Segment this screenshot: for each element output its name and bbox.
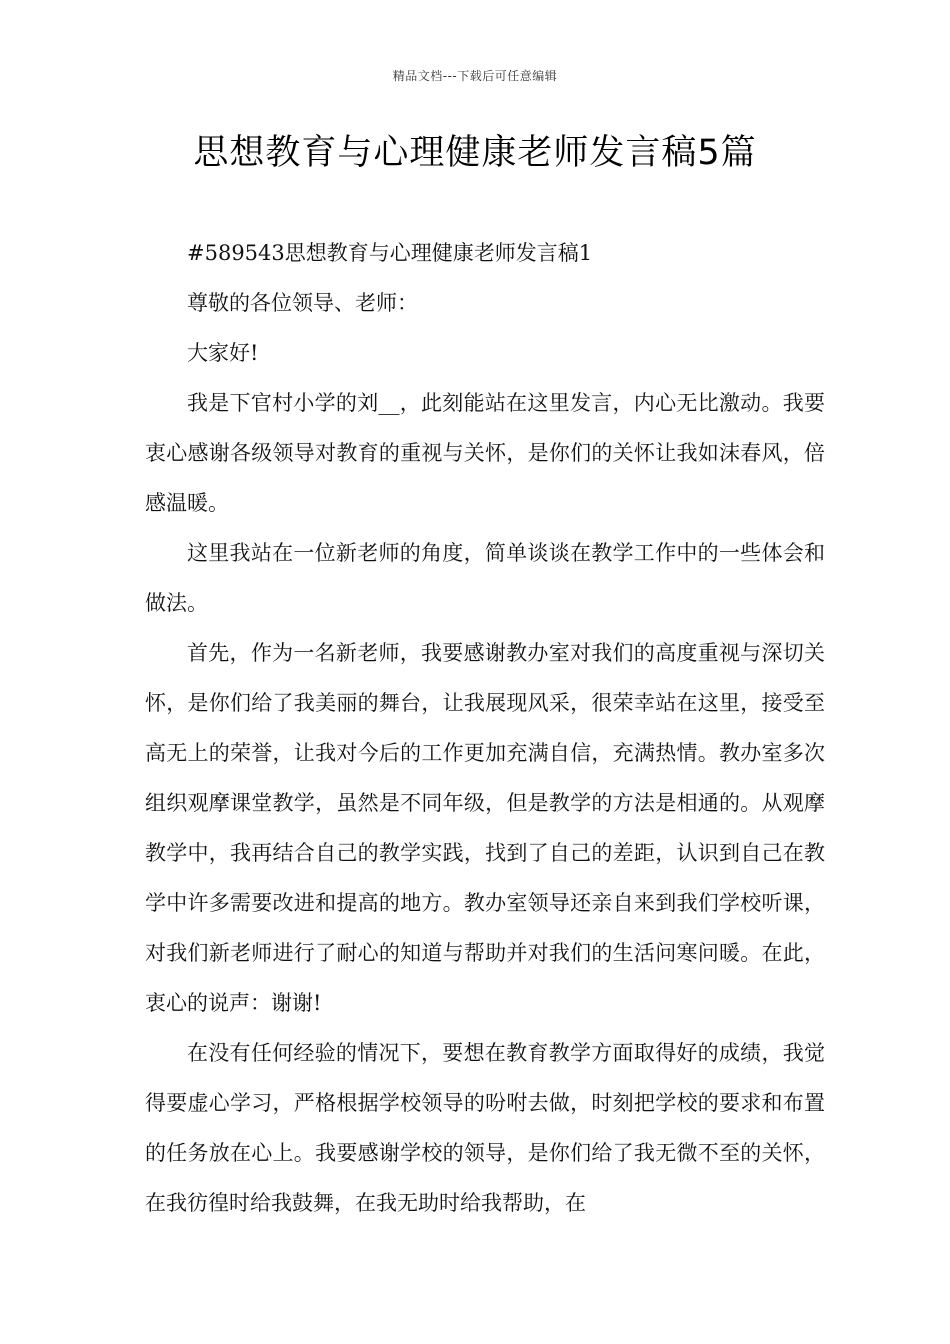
paragraph: 首先，作为一名新老师，我要感谢教办室对我们的高度重视与深切关怀，是你们给了我美丽的舞台，让我展现风采，很荣幸站在这里，接受至高无上的荣誉，让我对今后的工作更加充满自信，充满热情。教办室多次组织观摩课堂教学，虽然是不同年级，但是教学的方法是相通的。从观摩教学中，我再结合自己的教学实践，找到了自己的差距，认识到自己在教学中许多需要改进和提高的地方。教办室领导还亲自来到我们学校听课，对我们新老师进行了耐心的知道与帮助并对我们的生活问寒问暖。在此，衷心的说声：谢谢! [145, 641, 825, 1015]
document-title: 思想教育与心理健康老师发言稿5篇 [193, 133, 757, 173]
paragraph: 在没有任何经验的情况下，要想在教育教学方面取得好的成绩，我觉得要虚心学习，严格根据学校领导的吩咐去做，时刻把学校的要求和布置的任务放在心上。我要感谢学校的领导，是你们给了我无微不至的关怀，在我彷徨时给我鼓舞，在我无助时给我帮助，在 [145, 1041, 825, 1215]
paragraph-heading: #589543思想教育与心理健康老师发言稿1 [187, 241, 593, 265]
paragraph: 我是下官村小学的刘__，此刻能站在这里发言，内心无比激动。我要衷心感谢各级领导对教育的重视与关怀，是你们的关怀让我如沫春风，倍感温暖。 [145, 391, 825, 515]
paragraph-greeting: 大家好! [187, 341, 259, 365]
paragraph-salutation: 尊敬的各位领导、老师： [187, 291, 418, 315]
paragraph: 这里我站在一位新老师的角度，简单谈谈在教学工作中的一些体会和做法。 [145, 541, 825, 615]
document-body [145, 228, 825, 1228]
header-note: 精品文档---下载后可任意编辑 [392, 69, 558, 83]
